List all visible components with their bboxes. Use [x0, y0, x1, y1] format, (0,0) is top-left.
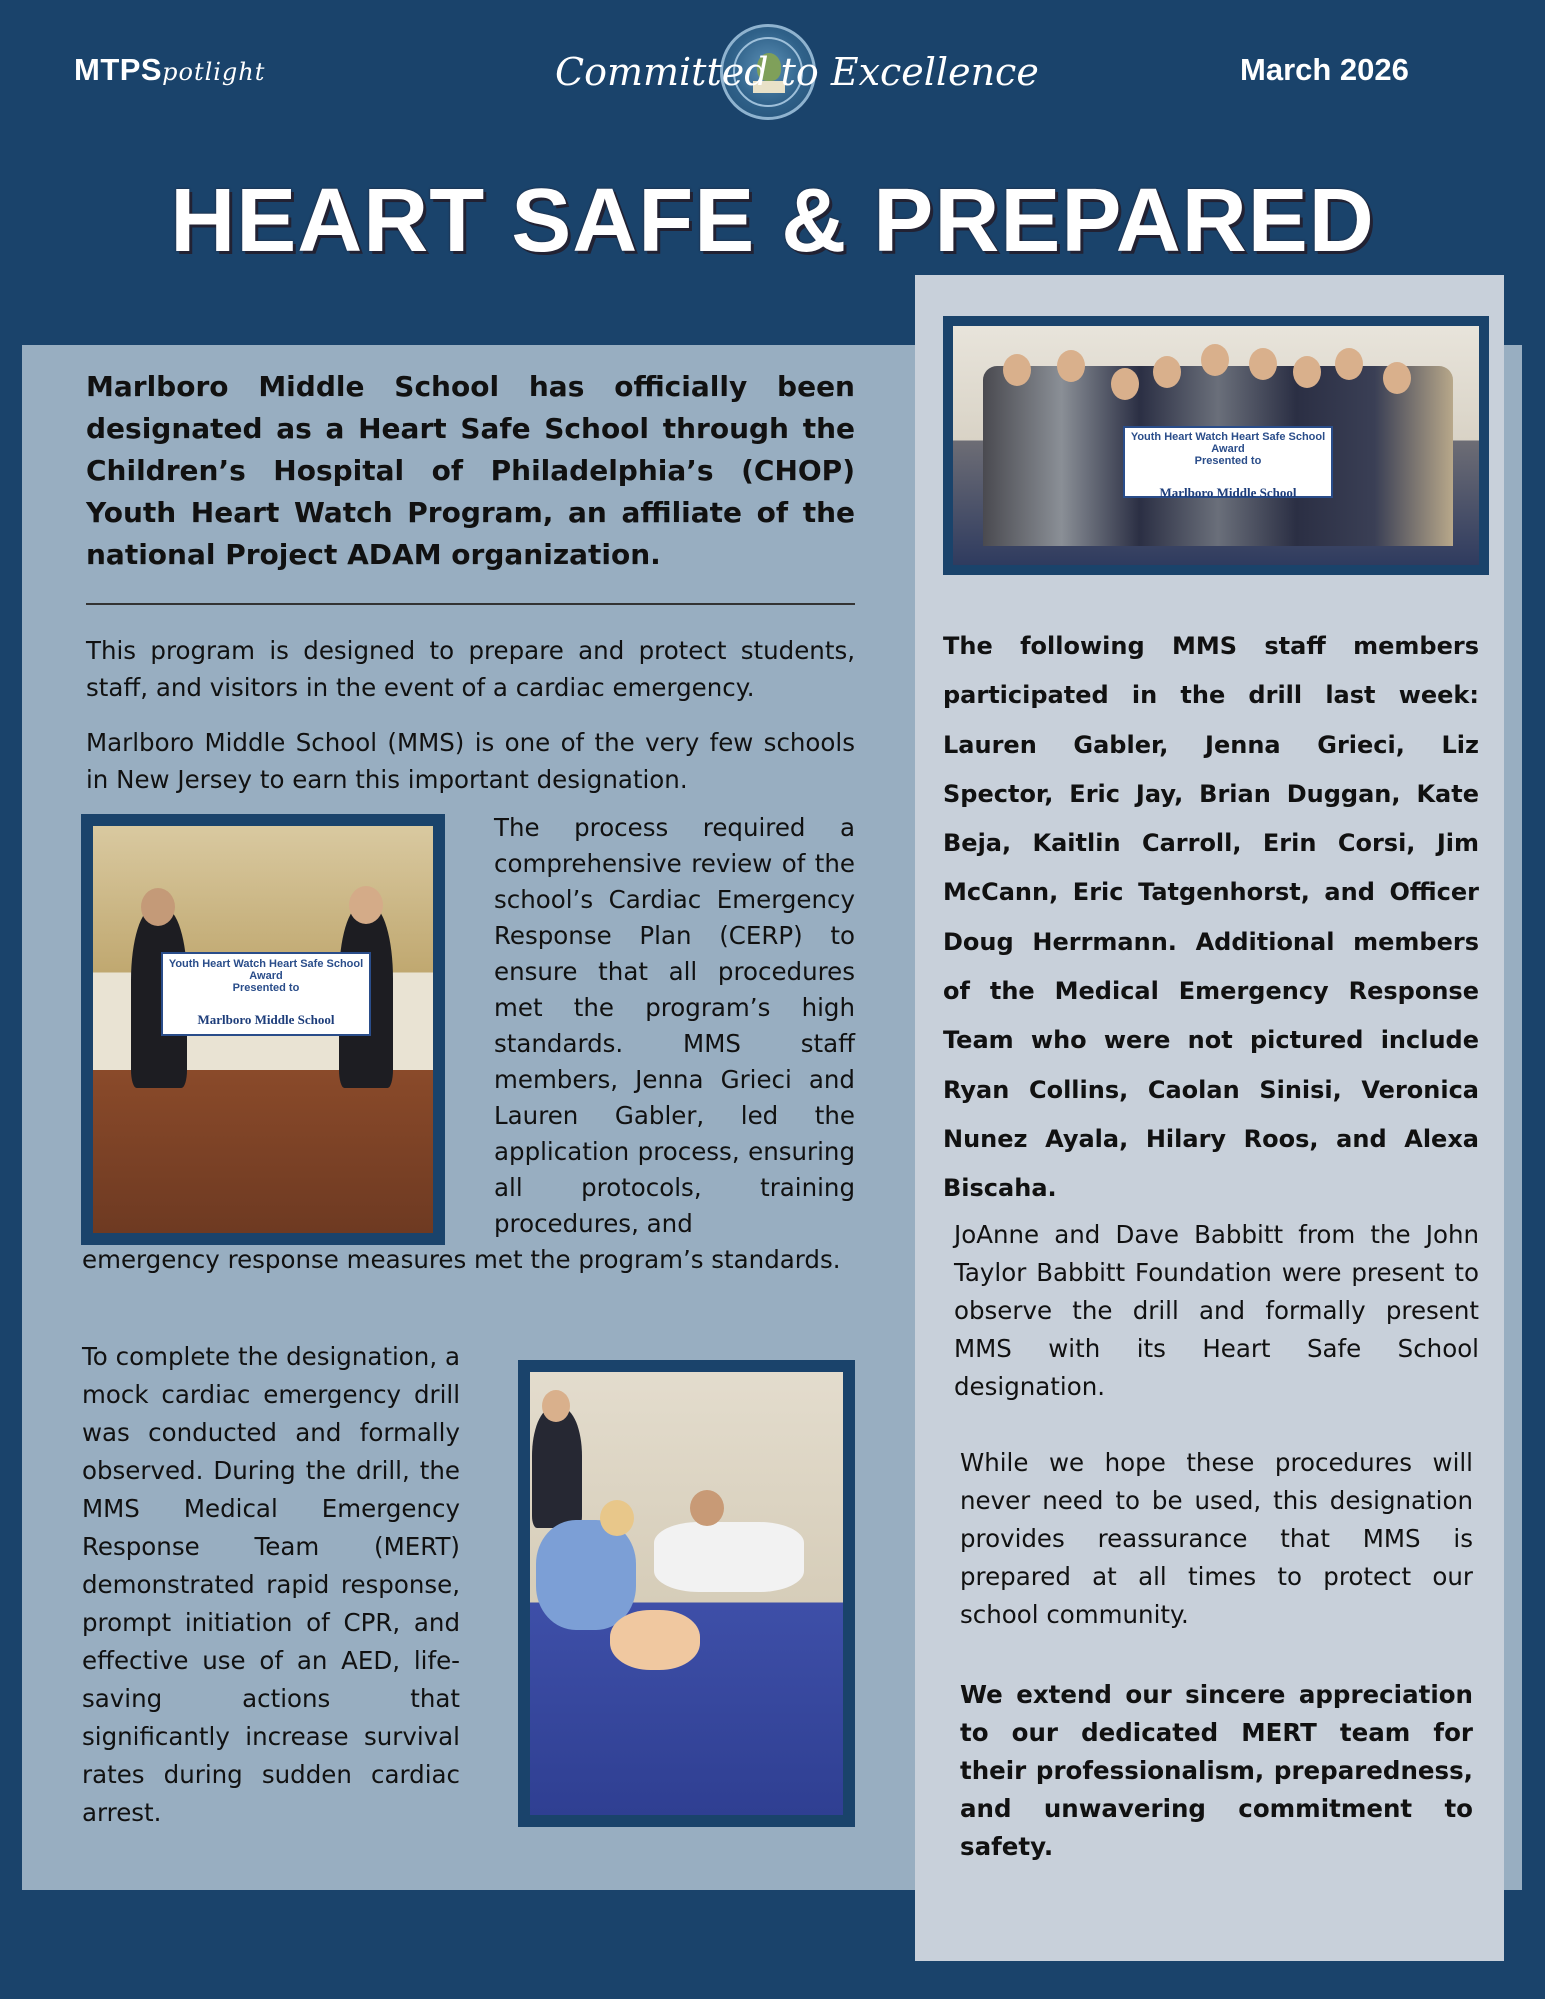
- district-seal-motto: [555, 22, 1039, 128]
- motto: Committed to Excellence: [555, 50, 1039, 94]
- intro-paragraph: This program is designed to prepare and protect students, staff, and visitors in the event of a cardiac emergency.: [86, 636, 855, 702]
- brand-sub: potlight: [162, 58, 266, 86]
- banner-school: Marlboro Middle School: [197, 1012, 335, 1027]
- lead-paragraph: Marlboro Middle School has officially been designated as a Heart Safe School through the Children’s Hospital of Philadelphia’s (CHOP) Youth Heart Watch Program, an affiliate of the national Project ADAM organization.: [86, 370, 855, 571]
- team-banner-presented: Presented to: [1194, 455, 1262, 467]
- drill-paragraph: To complete the designation, a mock cardiac emergency drill was conducted and formally observed. During the drill, the MMS Medical Emergency Response Team (MERT) demonstrated rapid response, prompt initiation of CPR, and effective use of an AED, life-saving actions that significantly increase survival rates during sudden cardiac arrest.: [82, 1342, 460, 1827]
- banner-title: Youth Heart Watch Heart Safe School Award: [168, 958, 364, 982]
- cpr-photo: [530, 1372, 843, 1815]
- team-photo-frame: [943, 316, 1489, 575]
- designation-paragraph: Marlboro Middle School (MMS) is one of the very few schools in New Jersey to earn this important designation.: [86, 728, 855, 794]
- award-banner: [161, 952, 371, 1036]
- staff-list-paragraph: The following MMS staff members participated in the drill last week: Lauren Gabler, Jenna Grieci, Liz Spector, Eric Jay, Brian Duggan, Kate Beja, Kaitlin Carroll, Erin Corsi, Jim McCann, Eric Tatgenhorst, and Officer Doug Herrmann. Additional members of the Medical Emergency Response Team who were not pictured include Ryan Collins, Caolan Sinisi, Veronica Nunez Ayala, Hilary Roos, and Alexa Biscaha.: [943, 632, 1479, 1203]
- brand-logo: [74, 52, 265, 88]
- team-banner-title: Youth Heart Watch Heart Safe School Award: [1130, 431, 1326, 455]
- cpr-photo-frame: [518, 1360, 855, 1827]
- headline: HEART SAFE & PREPARED: [170, 171, 1375, 271]
- award-photo-frame: [81, 814, 445, 1245]
- issue-date: March 2026: [1240, 52, 1409, 87]
- team-award-banner: [1123, 426, 1333, 498]
- appreciation-paragraph: We extend our sincere appreciation to our dedicated MERT team for their professionalism, preparedness, and unwavering commitment to safety.: [960, 1680, 1473, 1861]
- reassurance-paragraph: While we hope these procedures will never need to be used, this designation provides reassurance that MMS is prepared at all times to protect our school community.: [960, 1448, 1473, 1629]
- brand-main: MTPS: [74, 52, 163, 87]
- award-photo: [93, 826, 433, 1233]
- team-banner-school: Marlboro Middle School: [1159, 485, 1297, 500]
- team-photo: [953, 326, 1479, 565]
- process-paragraph-continued: emergency response measures met the program’s standards.: [82, 1245, 841, 1274]
- process-paragraph: The process required a comprehensive review of the school’s Cardiac Emergency Response Plan (CERP) to ensure that all procedures met the program’s high standards. MMS staff members, Jenna Grieci and Lauren Gabler, led the application process, ensuring all protocols, training procedures, and: [494, 813, 855, 1238]
- divider: [86, 603, 855, 605]
- banner-presented: Presented to: [232, 982, 300, 994]
- foundation-paragraph: JoAnne and Dave Babbitt from the John Taylor Babbitt Foundation were present to observe the drill and formally present MMS with its Heart Safe School designation.: [954, 1220, 1479, 1401]
